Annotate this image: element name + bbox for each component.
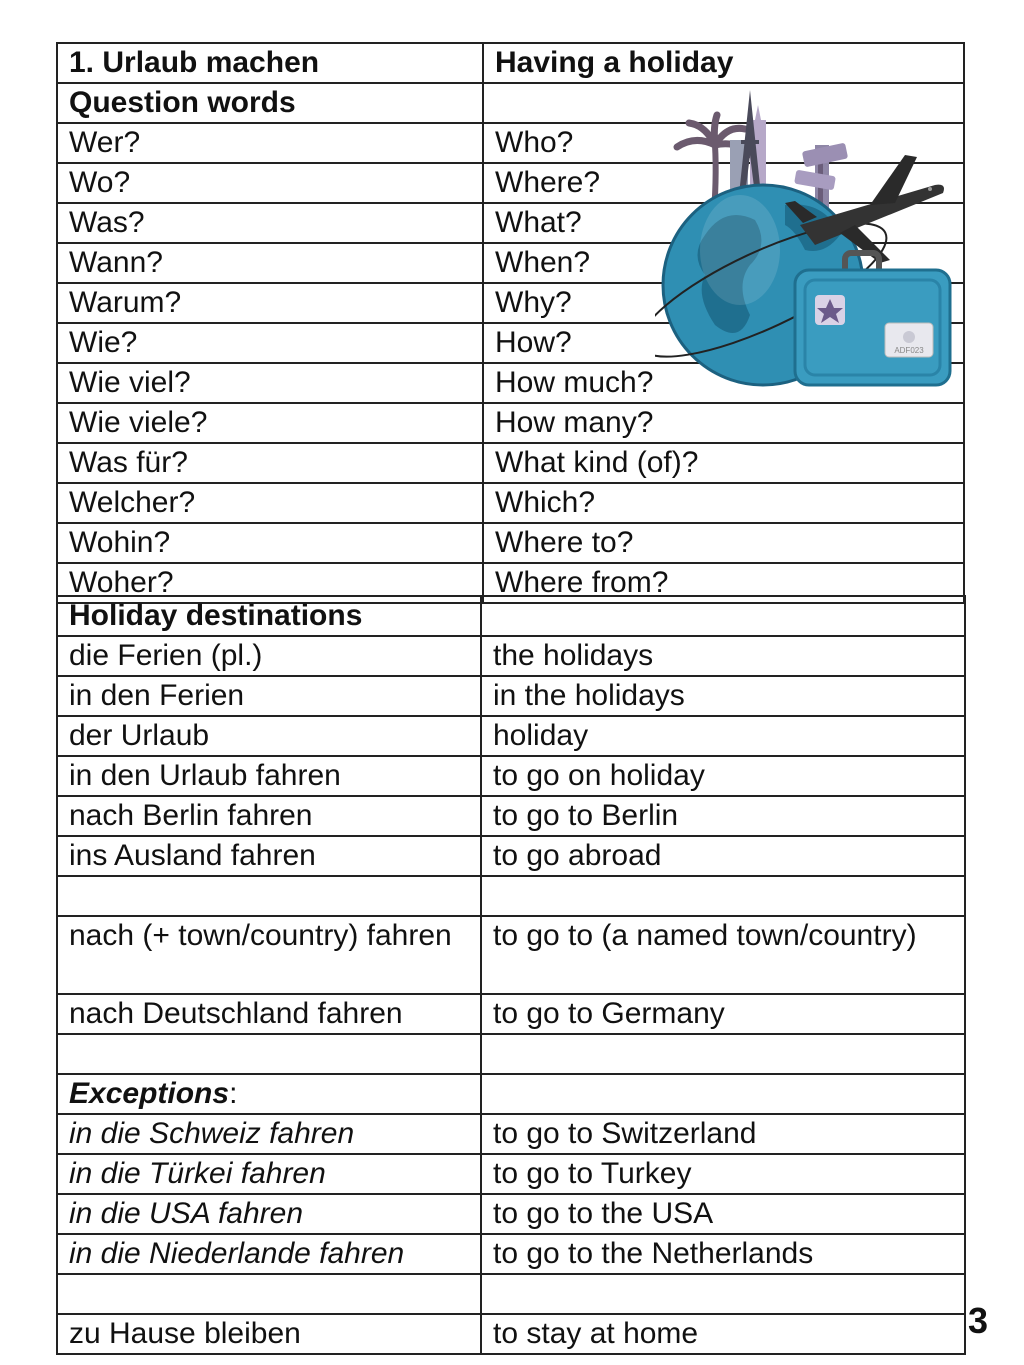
exceptions-colon: : bbox=[229, 1077, 238, 1110]
english-cell: to go to Switzerland bbox=[481, 1114, 965, 1154]
english-cell: to go to Germany bbox=[481, 994, 965, 1034]
table-row bbox=[57, 796, 965, 836]
english-cell: the holidays bbox=[481, 636, 965, 676]
table-row bbox=[57, 756, 965, 796]
german-cell: Was für? bbox=[57, 443, 483, 483]
empty-cell bbox=[481, 1074, 965, 1114]
english-cell: to go to Turkey bbox=[481, 1154, 965, 1194]
table-row bbox=[57, 523, 964, 563]
english-cell: How much? bbox=[483, 363, 964, 403]
german-cell bbox=[57, 876, 481, 916]
table-row bbox=[57, 1154, 965, 1194]
table-header-row bbox=[57, 43, 964, 83]
section-title-row bbox=[57, 596, 965, 636]
german-cell: in den Urlaub fahren bbox=[57, 756, 481, 796]
exceptions-row bbox=[57, 1074, 965, 1114]
english-cell bbox=[481, 1034, 965, 1074]
german-cell: nach Deutschland fahren bbox=[57, 994, 481, 1034]
english-cell: Which? bbox=[483, 483, 964, 523]
section-title: Question words bbox=[57, 83, 483, 123]
german-cell: in den Ferien bbox=[57, 676, 481, 716]
english-cell: to stay at home bbox=[481, 1314, 965, 1354]
german-cell: nach (+ town/country) fahren bbox=[57, 916, 481, 994]
english-cell: Who? bbox=[483, 123, 964, 163]
table-row bbox=[57, 443, 964, 483]
table-row bbox=[57, 483, 964, 523]
german-cell: Wohin? bbox=[57, 523, 483, 563]
english-cell: What kind (of)? bbox=[483, 443, 964, 483]
table-row bbox=[57, 1114, 965, 1154]
english-cell: to go to the USA bbox=[481, 1194, 965, 1234]
german-cell: Wann? bbox=[57, 243, 483, 283]
table-row bbox=[57, 1234, 965, 1274]
german-cell: ins Ausland fahren bbox=[57, 836, 481, 876]
table-row bbox=[57, 403, 964, 443]
german-cell: nach Berlin fahren bbox=[57, 796, 481, 836]
suitcase-icon bbox=[795, 253, 950, 385]
english-cell: What? bbox=[483, 203, 964, 243]
english-cell: Why? bbox=[483, 283, 964, 323]
table-row bbox=[57, 836, 965, 876]
english-cell: How? bbox=[483, 323, 964, 363]
english-cell bbox=[481, 876, 965, 916]
english-cell: to go abroad bbox=[481, 836, 965, 876]
table-row bbox=[57, 1274, 965, 1314]
german-cell: zu Hause bleiben bbox=[57, 1314, 481, 1354]
german-cell: der Urlaub bbox=[57, 716, 481, 756]
english-cell: to go on holiday bbox=[481, 756, 965, 796]
table-row bbox=[57, 1034, 965, 1074]
table-row bbox=[57, 916, 965, 994]
travel-globe-suitcase-icon bbox=[655, 85, 955, 390]
german-cell: Wer? bbox=[57, 123, 483, 163]
table-row bbox=[57, 994, 965, 1034]
table-row bbox=[57, 1314, 965, 1354]
english-cell: to go to (a named town/country) bbox=[481, 916, 965, 994]
english-cell: to go to Berlin bbox=[481, 796, 965, 836]
page-number: 3 bbox=[968, 1300, 989, 1341]
german-cell: Welcher? bbox=[57, 483, 483, 523]
exceptions-label-cell bbox=[57, 1074, 481, 1114]
english-cell: Where? bbox=[483, 163, 964, 203]
english-cell: holiday bbox=[481, 716, 965, 756]
suitcase-tag: ADF023 bbox=[894, 346, 924, 355]
table-row bbox=[57, 876, 965, 916]
empty-cell bbox=[481, 1274, 965, 1314]
table-row bbox=[57, 676, 965, 716]
english-cell: in the holidays bbox=[481, 676, 965, 716]
german-cell: in die USA fahren bbox=[57, 1194, 481, 1234]
empty-cell bbox=[57, 1274, 481, 1314]
english-cell: to go to the Netherlands bbox=[481, 1234, 965, 1274]
english-cell: How many? bbox=[483, 403, 964, 443]
german-cell: in die Niederlande fahren bbox=[57, 1234, 481, 1274]
section-title: Holiday destinations bbox=[57, 596, 481, 636]
german-cell: in die Schweiz fahren bbox=[57, 1114, 481, 1154]
english-cell: Where to? bbox=[483, 523, 964, 563]
table-row bbox=[57, 1194, 965, 1234]
german-cell: Wie? bbox=[57, 323, 483, 363]
german-cell: Was? bbox=[57, 203, 483, 243]
header-german: 1. Urlaub machen bbox=[57, 43, 483, 83]
german-cell: die Ferien (pl.) bbox=[57, 636, 481, 676]
german-cell: Wie viel? bbox=[57, 363, 483, 403]
german-cell: in die Türkei fahren bbox=[57, 1154, 481, 1194]
german-cell bbox=[57, 1034, 481, 1074]
german-cell: Warum? bbox=[57, 283, 483, 323]
header-english: Having a holiday bbox=[483, 43, 964, 83]
english-cell: When? bbox=[483, 243, 964, 283]
exceptions-label: Exceptions bbox=[69, 1077, 230, 1110]
english-cell: Where from? bbox=[483, 563, 964, 603]
german-cell: Woher? bbox=[57, 563, 483, 603]
table-row bbox=[57, 716, 965, 756]
holiday-destinations-table bbox=[56, 595, 966, 1355]
german-cell: Wie viele? bbox=[57, 403, 483, 443]
empty-cell bbox=[481, 596, 965, 636]
table-row bbox=[57, 636, 965, 676]
german-cell: Wo? bbox=[57, 163, 483, 203]
